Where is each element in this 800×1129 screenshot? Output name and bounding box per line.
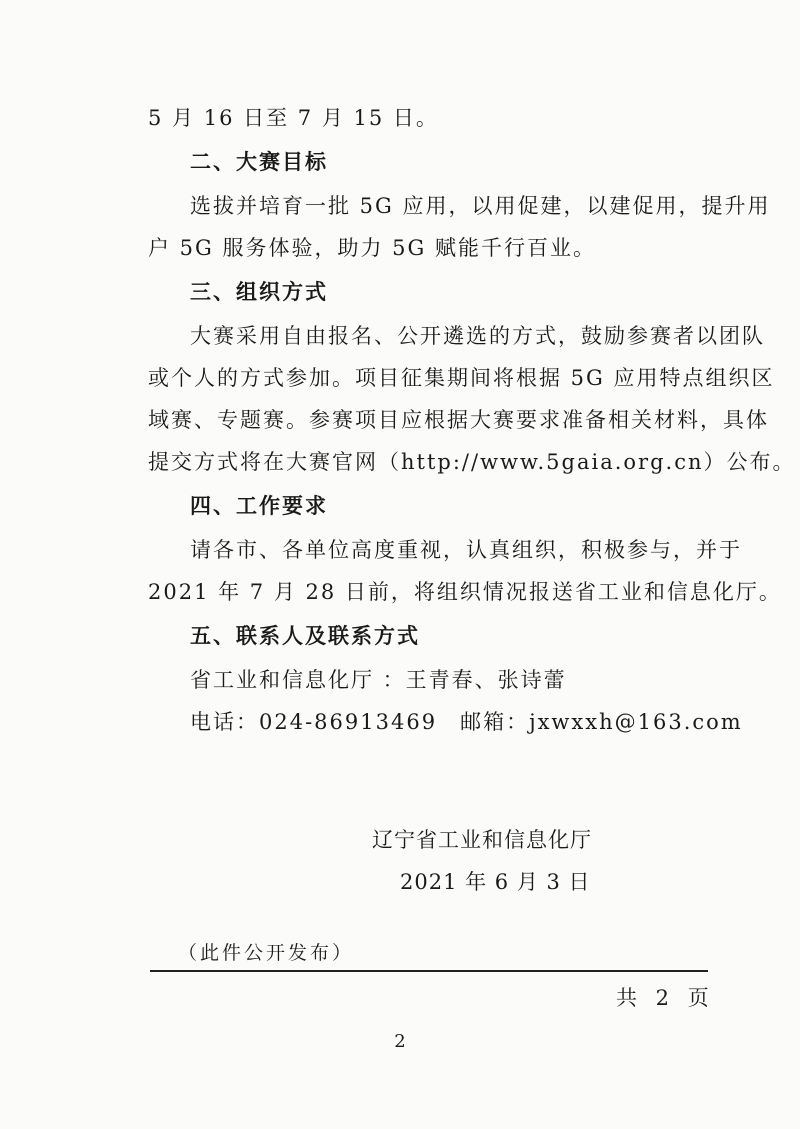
signature-date: 2021 年 6 月 3 日 <box>400 870 591 894</box>
publication-note: （此件公开发布） <box>178 942 355 964</box>
contact-persons: 省工业和信息化厅 ：王青春、张诗蕾 <box>190 668 567 692</box>
total-pages: 共 2 页 <box>616 986 715 1010</box>
section-4-heading: 四、工作要求 <box>190 494 328 518</box>
section-2-heading: 二、大赛目标 <box>190 150 328 174</box>
section-5-heading: 五、联系人及联系方式 <box>190 624 420 648</box>
page-number: 2 <box>394 1031 406 1052</box>
contact-phone-email: 电话：024-86913469 邮箱：jxwxxh@163.com <box>190 710 743 734</box>
section-2-line-2: 户 5G 服务体验，助力 5G 赋能千行百业。 <box>148 236 596 260</box>
signature-org: 辽宁省工业和信息化厅 <box>372 828 592 852</box>
section-3-line-2: 或个人的方式参加。项目征集期间将根据 5G 应用特点组织区 <box>148 366 775 390</box>
section-3-heading: 三、组织方式 <box>190 280 328 304</box>
section-4-line-2: 2021 年 7 月 28 日前，将组织情况报送省工业和信息化厅。 <box>148 580 782 604</box>
intro-line-1: 5 月 16 日至 7 月 15 日。 <box>148 106 439 130</box>
footer-divider <box>150 970 708 972</box>
section-3-line-1: 大赛采用自由报名、公开遴选的方式，鼓励参赛者以团队 <box>190 324 765 348</box>
section-3-line-4: 提交方式将在大赛官网（http://www.5gaia.org.cn）公布。 <box>148 450 796 474</box>
section-3-line-3: 域赛、专题赛。参赛项目应根据大赛要求准备相关材料，具体 <box>148 408 769 432</box>
section-4-line-1: 请各市、各单位高度重视，认真组织，积极参与，并于 <box>190 538 742 562</box>
section-2-line-1: 选拔并培育一批 5G 应用，以用促建，以建促用，提升用 <box>190 194 771 218</box>
